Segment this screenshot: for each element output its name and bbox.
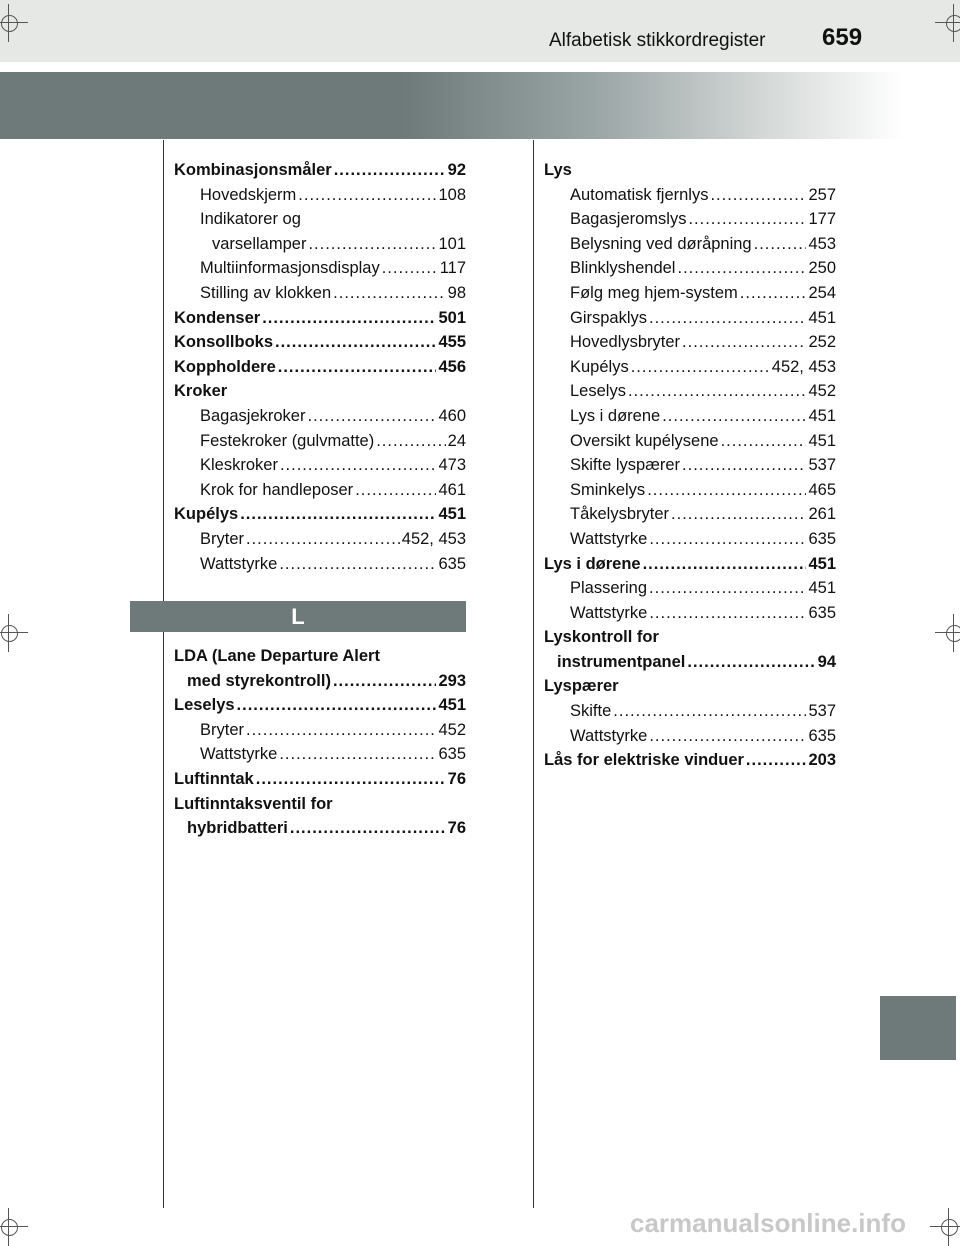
index-entry <box>174 404 466 429</box>
leader-dots <box>682 453 806 478</box>
index-entry-page: 635 <box>438 745 466 764</box>
index-list <box>174 644 466 841</box>
index-entry <box>544 724 836 749</box>
index-entry <box>174 718 466 743</box>
index-entry-page: 24 <box>447 431 466 450</box>
index-entry-page: 250 <box>808 259 836 278</box>
leader-dots <box>649 724 806 749</box>
leader-dots <box>682 330 806 355</box>
index-entry-page: 452 <box>808 382 836 401</box>
index-entry <box>544 207 836 232</box>
leader-dots <box>246 718 436 743</box>
index-entry-page: 108 <box>438 185 466 204</box>
index-entry <box>174 478 466 503</box>
index-entry-label: hybridbatteri <box>187 819 288 838</box>
index-entry-label: Stilling av klokken <box>200 283 332 302</box>
leader-dots <box>613 699 806 724</box>
index-entry <box>174 158 466 183</box>
leader-dots <box>649 527 806 552</box>
leader-dots <box>262 306 436 331</box>
index-entry-label: Hovedlysbryter <box>570 333 681 352</box>
leader-dots <box>333 281 445 306</box>
index-entry-page: 76 <box>447 819 466 838</box>
index-entry-page: 453 <box>808 234 836 253</box>
index-entry-page: 98 <box>447 283 466 302</box>
index-entry <box>174 552 466 577</box>
index-entry <box>544 183 836 208</box>
index-entry-label: Automatisk fjernlys <box>570 185 709 204</box>
index-entry <box>174 306 466 331</box>
index-entry-page: 452, 453 <box>771 357 836 376</box>
index-entry-label: Festekroker (gulvmatte) <box>200 431 375 450</box>
index-entry <box>544 748 836 773</box>
index-entry-page: 456 <box>438 357 466 376</box>
index-entry <box>544 429 836 454</box>
leader-dots <box>628 379 807 404</box>
index-entry <box>544 355 836 380</box>
crop-mark-icon <box>943 12 960 34</box>
index-entry <box>544 306 836 331</box>
leader-dots <box>246 527 400 552</box>
leader-dots <box>754 232 807 257</box>
index-entry-page: 92 <box>447 161 466 179</box>
crop-mark-icon <box>938 1216 960 1238</box>
index-entry <box>174 742 466 767</box>
index-entry-label: Skifte <box>570 702 612 721</box>
index-entry-page: 254 <box>808 283 836 302</box>
leader-dots <box>671 502 806 527</box>
leader-dots <box>333 669 437 694</box>
leader-dots <box>688 207 806 232</box>
index-entry-label: Leselys <box>570 382 626 401</box>
leader-dots <box>307 404 436 429</box>
index-entry-page: 635 <box>808 726 836 745</box>
leader-dots <box>649 576 806 601</box>
index-entry-label: Sminkelys <box>570 480 646 499</box>
index-entry-label: Kombinasjonsmåler <box>174 161 332 179</box>
leader-dots <box>740 281 807 306</box>
index-entry-label: med styrekontroll) <box>187 671 331 690</box>
index-entry-label: Wattstyrke <box>570 529 648 548</box>
index-entry-page: 451 <box>808 406 836 425</box>
section-letter-band: L <box>130 601 466 632</box>
leader-dots <box>631 355 770 380</box>
index-entry-page: 261 <box>808 505 836 524</box>
index-entry <box>174 256 466 281</box>
index-entry <box>544 478 836 503</box>
index-entry-label: Wattstyrke <box>200 745 278 764</box>
leader-dots <box>240 502 436 527</box>
leader-dots <box>275 330 436 355</box>
index-entry <box>544 330 836 355</box>
index-list <box>544 158 836 773</box>
index-entry-label: Følg meg hjem-system <box>570 283 738 302</box>
index-entry <box>544 601 836 626</box>
index-entry <box>544 379 836 404</box>
index-entry-label: Girspaklys <box>570 308 648 327</box>
index-entry-label: Luftinntaksventil for <box>174 794 333 813</box>
index-entry <box>174 207 466 232</box>
index-entry-page: 635 <box>808 529 836 548</box>
index-entry <box>174 767 466 792</box>
leader-dots <box>649 601 806 626</box>
index-entry-label: Oversikt kupélysene <box>570 431 719 450</box>
index-entry <box>174 816 466 841</box>
crop-mark-icon <box>943 622 960 644</box>
index-entry <box>174 644 466 669</box>
index-entry <box>544 453 836 478</box>
leader-dots <box>279 742 436 767</box>
index-entry-label: Plassering <box>570 579 648 598</box>
leader-dots <box>290 816 446 841</box>
crop-mark-icon <box>0 12 20 34</box>
leader-dots <box>382 256 438 281</box>
index-entry-page: 451 <box>438 505 466 524</box>
index-entry <box>544 552 836 577</box>
leader-dots <box>643 552 807 577</box>
index-entry-label: Luftinntak <box>174 770 254 789</box>
index-entry-page: 537 <box>808 456 836 475</box>
index-entry-page: 455 <box>438 333 466 352</box>
index-entry-label: Hovedskjerm <box>200 185 297 204</box>
index-entry-label: Kroker <box>174 382 228 401</box>
index-entry-page: 501 <box>438 308 466 327</box>
index-entry-label: Multiinformasjonsdisplay <box>200 259 380 278</box>
index-entry-page: 177 <box>808 210 836 229</box>
leader-dots <box>710 183 806 208</box>
index-entry <box>544 527 836 552</box>
index-entry-page: 451 <box>438 696 466 715</box>
page-number: 659 <box>822 24 863 51</box>
index-entry-label: Kupélys <box>174 505 239 524</box>
index-entry <box>174 330 466 355</box>
index-entry-label: Kleskroker <box>200 456 278 475</box>
index-entry <box>174 693 466 718</box>
index-entry-page: 473 <box>438 456 466 475</box>
index-entry-label: varsellamper <box>212 234 307 253</box>
index-entry-page: 452, 453 <box>401 529 466 548</box>
index-entry-page: 465 <box>808 480 836 499</box>
column-rule-left <box>163 140 164 1208</box>
index-entry <box>174 527 466 552</box>
index-entry-page: 257 <box>808 185 836 204</box>
leader-dots <box>237 693 437 718</box>
index-entry-label: Skifte lyspærer <box>570 456 681 475</box>
index-entry <box>544 576 836 601</box>
crop-mark-icon <box>0 1216 20 1238</box>
index-entry-label: Bagasjeromslys <box>570 210 687 229</box>
index-entry <box>174 232 466 257</box>
leader-dots <box>308 232 436 257</box>
index-entry-page: 451 <box>808 579 836 598</box>
index-entry <box>544 256 836 281</box>
index-entry <box>544 404 836 429</box>
index-entry-label: Lys i dørene <box>570 406 661 425</box>
index-entry-page: 76 <box>447 770 466 789</box>
index-entry-page: 101 <box>438 234 466 253</box>
index-entry <box>544 158 836 183</box>
index-entry-label: Lås for elektriske vinduer <box>544 751 744 770</box>
index-entry-label: instrumentpanel <box>557 652 686 671</box>
index-entry <box>174 379 466 404</box>
index-entry <box>174 669 466 694</box>
index-entry <box>174 355 466 380</box>
leader-dots <box>376 429 445 454</box>
leader-dots <box>279 552 436 577</box>
leader-dots <box>687 650 815 675</box>
column-rule-right <box>533 140 534 1208</box>
index-entry-page: 635 <box>438 554 466 573</box>
index-entry <box>174 453 466 478</box>
crop-mark-icon <box>0 622 20 644</box>
leader-dots <box>355 478 436 503</box>
index-entry-label: Bryter <box>200 529 245 548</box>
index-entry <box>544 650 836 675</box>
index-entry-label: Lyspærer <box>544 677 619 696</box>
index-entry <box>544 699 836 724</box>
leader-dots <box>721 429 807 454</box>
index-entry-label: Bryter <box>200 720 245 739</box>
index-entry-label: Lyskontroll for <box>544 628 659 647</box>
index-entry-page: 252 <box>808 333 836 352</box>
index-entry <box>174 429 466 454</box>
index-entry-label: Bagasjekroker <box>200 406 306 425</box>
index-entry-label: Blinklyshendel <box>570 259 676 278</box>
header-title: Alfabetisk stikkordregister <box>549 30 766 51</box>
index-entry <box>544 281 836 306</box>
index-entry <box>544 232 836 257</box>
index-entry-label: Indikatorer og <box>200 210 301 229</box>
index-entry <box>174 281 466 306</box>
index-entry <box>174 183 466 208</box>
index-column-left <box>174 158 466 841</box>
header-band <box>0 72 960 139</box>
chapter-tab <box>880 996 956 1060</box>
index-entry-label: Belysning ved døråpning <box>570 234 752 253</box>
index-entry-page: 461 <box>438 480 466 499</box>
index-column-right <box>544 158 836 773</box>
index-entry-page: 451 <box>808 554 836 573</box>
page-header <box>0 0 960 62</box>
index-entry-label: Lys i dørene <box>544 554 641 573</box>
index-entry-page: 94 <box>817 652 836 671</box>
index-entry-page: 460 <box>438 406 466 425</box>
index-entry <box>544 674 836 699</box>
leader-dots <box>677 256 806 281</box>
index-entry-page: 203 <box>808 751 836 770</box>
index-entry-label: Kupélys <box>570 357 629 376</box>
watermark: carmanualsonline.info <box>630 1208 906 1238</box>
index-entry-label: Tåkelysbryter <box>570 505 670 524</box>
index-entry-page: 451 <box>808 431 836 450</box>
index-entry-label: Koppholdere <box>174 357 276 376</box>
index-entry-label: Krok for handleposer <box>200 480 354 499</box>
index-list <box>174 158 466 576</box>
leader-dots <box>649 306 806 331</box>
index-entry-label: Wattstyrke <box>570 726 648 745</box>
leader-dots <box>278 355 437 380</box>
index-entry-label: Konsollboks <box>174 333 274 352</box>
leader-dots <box>746 748 807 773</box>
index-entry-label: Wattstyrke <box>200 554 278 573</box>
index-entry-page: 117 <box>439 259 466 278</box>
index-entry <box>174 502 466 527</box>
index-entry <box>544 625 836 650</box>
index-entry <box>174 792 466 817</box>
index-entry-page: 537 <box>808 702 836 721</box>
index-entry-label: Lys <box>544 161 572 179</box>
index-entry-page: 635 <box>808 603 836 622</box>
leader-dots <box>647 478 806 503</box>
index-entry-label: Wattstyrke <box>570 603 648 622</box>
index-entry-label: Leselys <box>174 696 235 715</box>
leader-dots <box>298 183 436 208</box>
leader-dots <box>280 453 437 478</box>
index-entry-page: 293 <box>438 671 466 690</box>
index-entry-page: 452 <box>438 720 466 739</box>
index-entry <box>544 502 836 527</box>
index-entry-page: 451 <box>808 308 836 327</box>
index-entry-label: LDA (Lane Departure Alert <box>174 647 380 666</box>
leader-dots <box>334 158 446 183</box>
leader-dots <box>256 767 446 792</box>
leader-dots <box>662 404 806 429</box>
index-entry-label: Kondenser <box>174 308 261 327</box>
